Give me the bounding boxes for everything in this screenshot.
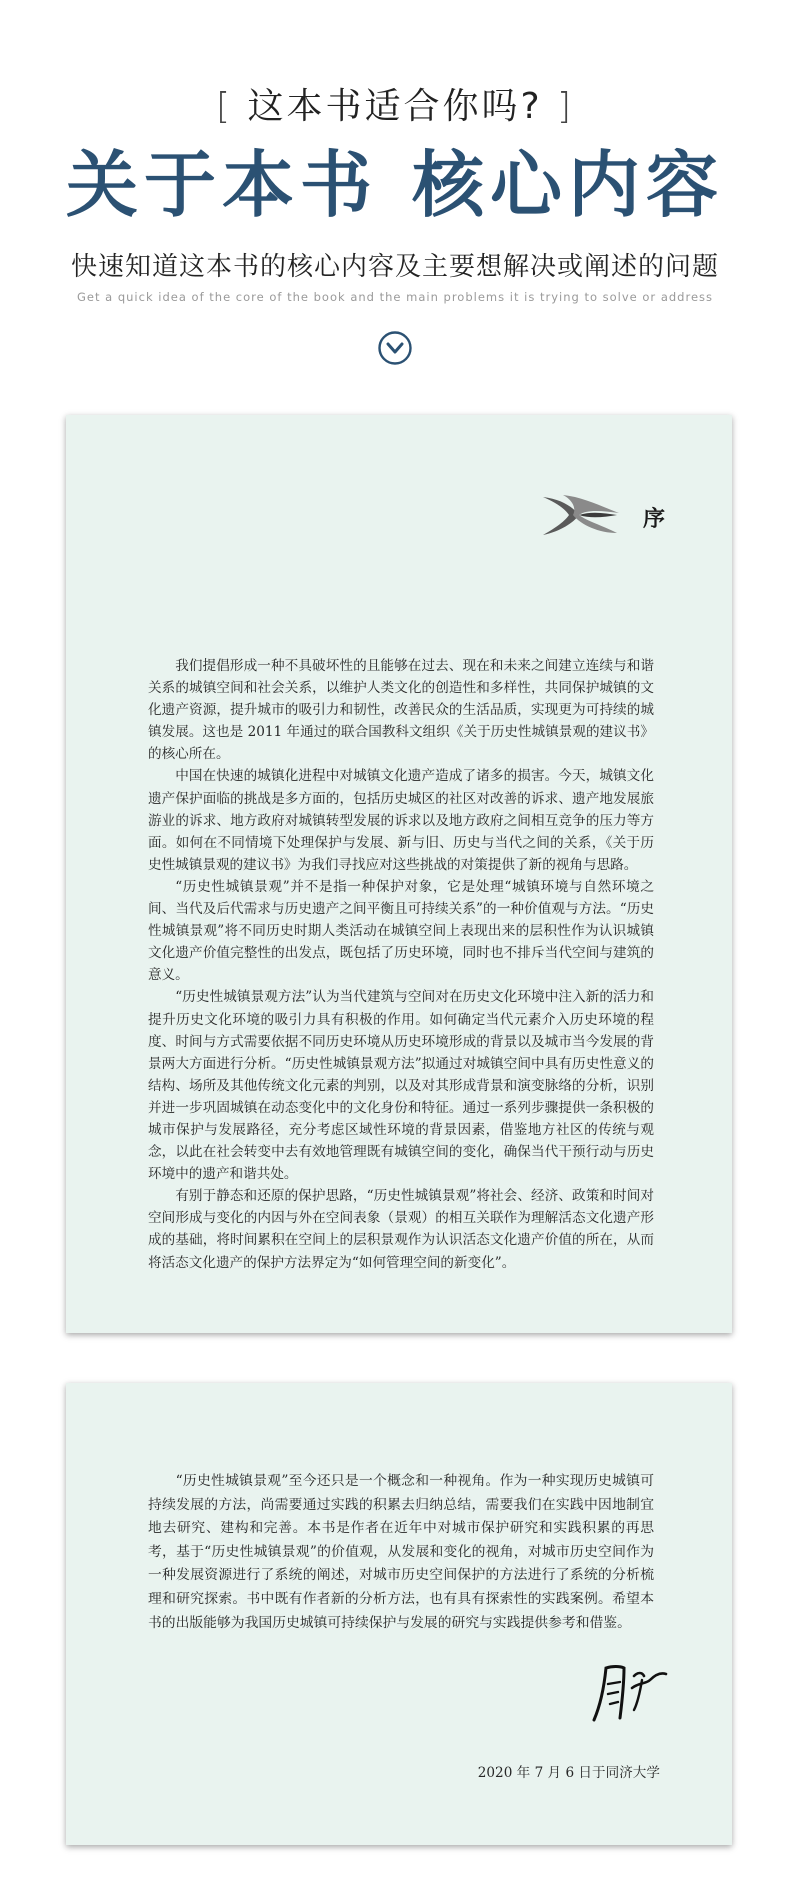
bracket-right: ] <box>557 86 575 127</box>
intro-header <box>0 0 790 400</box>
bracket-left: [ <box>215 86 233 127</box>
tagline-text: 这本书适合你吗? <box>247 86 543 127</box>
preface-page-2 <box>66 1383 732 1845</box>
main-title-part1: 关于本书 <box>65 142 378 227</box>
main-title <box>0 140 790 230</box>
preface-paragraph: 有别于静态和还原的保护思路，“历史性城镇景观”将社会、经济、政策和时间对空间形成与变化的内因与外在空间表象（景观）的相互关联作为理解活态文化遗产形成的基础，将时间累积在空间上的层积景观作为认识活态文化遗产价值的所在，从而将活态文化遗产的保护方法界定为“如何管理空间的新变化”。 <box>148 1188 654 1271</box>
preface-paragraph: “历史性城镇景观”并不是指一种保护对象，它是处理“城镇环境与自然环境之间、当代及后代需求与历史遗产之间平衡且可持续关系”的一种价值观与方法。“历史性城镇景观”将不同历史时期人类活动在城镇空间上表现出来的层积性作为认识城镇文化遗产价值完整性的出发点，既包括了历史环境，同时也不排斥当代空间与建筑的意义。 <box>148 878 654 984</box>
subtitle-english: Get a quick idea of the core of the book and the main problems it is trying to solve or address <box>76 290 714 304</box>
preface-paragraph: 中国在快速的城镇化进程中对城镇文化遗产造成了诸多的损害。今天，城镇文化遗产保护面临的挑战是多方面的，包括历史城区的社区对改善的诉求、遗产地发展旅游业的诉求、地方政府对城镇转型发展的诉求以及地方政府之间相互竞争的压力等方面。如何在不同情境下处理保护与发展、新与旧、历史与当代之间的关系，《关于历史性城镇景观的建议书》为我们寻找应对这些挑战的对策提供了新的视角与思路。 <box>148 768 654 873</box>
tagline <box>0 78 790 129</box>
preface-body-continued <box>148 1470 654 1635</box>
preface-body <box>148 655 654 1274</box>
preface-paragraph: “历史性城镇景观”至今还只是一个概念和一种视角。作为一种实现历史城镇可持续发展的方法，尚需要通过实践的积累去归纳总结，需要我们在实践中因地制宜地去研究、建构和完善。本书是作者在近年中对城市保护研究和实践积累的再思考，基于“历史性城镇景观”的价值观，从发展和变化的视角，对城市历史空间作为一种发展资源进行了系统的阐述，对城市历史空间保护的方法进行了系统的分析梳理和研究探索。书中既有作者新的分析方法，也有具有探索性的实践案例。希望本书的出版能够为我国历史城镇可持续保护与发展的研究与实践提供参考和借鉴。 <box>148 1473 654 1631</box>
preface-heading: 序 <box>643 506 666 532</box>
preface-paragraph: “历史性城镇景观方法”认为当代建筑与空间对在历史文化环境中注入新的活力和提升历史文化环境的吸引力具有积极的作用。如何确定当代元素介入历史环境的程度、时间与方式需要依据不同历史环境从历史环境形成的背景以及城市当今发展的背景两大方面进行分析。“历史性城镇景观方法”拟通过对城镇空间中具有历史性意义的结构、场所及其他传统文化元素的判别，以及对其形成背景和演变脉络的分析，识别并进一步巩固城镇在动态变化中的文化身份和特征。通过一系列步骤提供一条积极的城市保护与发展路径，充分考虑区域性环境的背景因素，借鉴地方社区的传统与观念，以此在社会转变中去有效地管理既有城镇空间的变化，确保当代干预行动与历史环境中的遗产和谐共处。 <box>148 989 654 1183</box>
subtitle: 快速知道这本书的核心内容及主要想解决或阐述的问题 <box>70 252 719 282</box>
preface-page-1 <box>66 415 732 1333</box>
x-swoosh-emblem <box>543 493 621 539</box>
author-signature <box>584 1658 672 1730</box>
signature-date: 2020 年 7 月 6 日于同济大学 <box>477 1765 660 1781</box>
main-title-part2: 核心内容 <box>412 142 725 227</box>
preface-paragraph: 我们提倡形成一种不具破坏性的且能够在过去、现在和未来之间建立连续与和谐关系的城镇空间和社会关系，以维护人类文化的创造性和多样性，共同保护城镇的文化遗产资源，提升城市的吸引力和韧性，改善民众的生活品质，实现更为可持续的城镇发展。这也是 2011 年通过的联合国教科文组织《关于历史性城镇景观的建议书》的核心所在。 <box>148 658 654 763</box>
chevron-down-circle-icon[interactable] <box>377 330 413 366</box>
